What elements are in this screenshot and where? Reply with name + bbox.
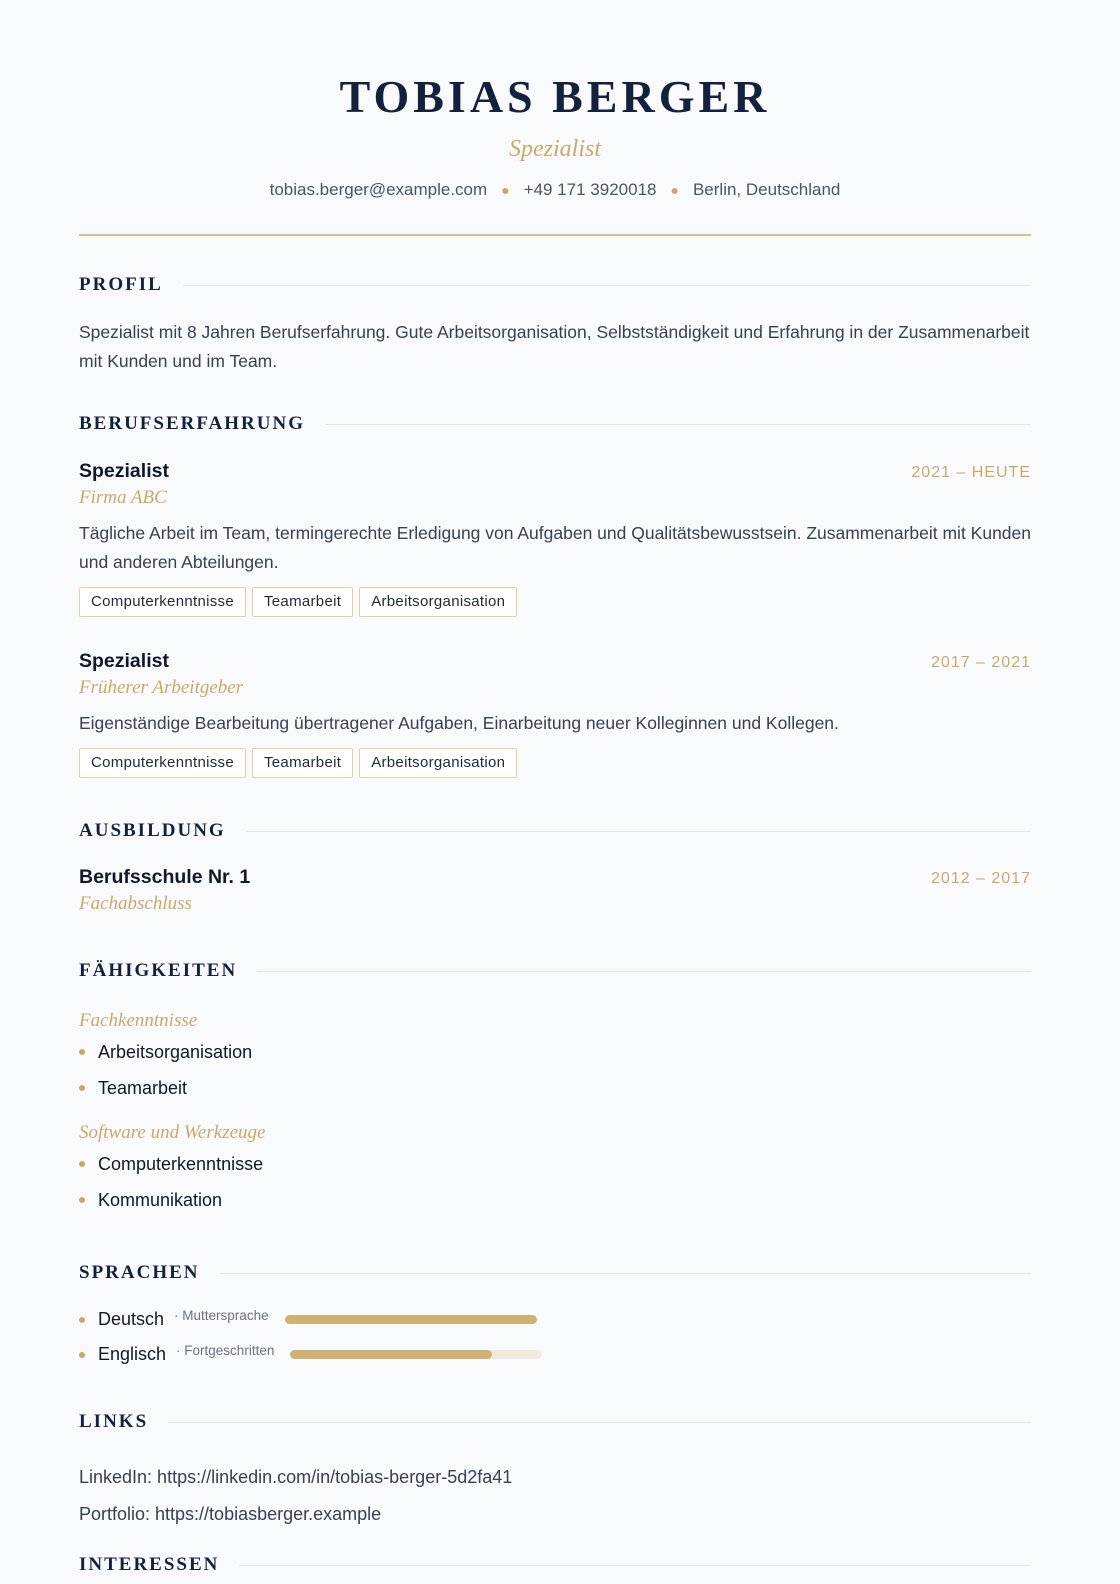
header-divider [79, 234, 1031, 236]
section-divider [246, 831, 1031, 832]
link-portfolio[interactable]: Portfolio: https://tobiasberger.example [79, 1504, 382, 1524]
skill-tag: Teamarbeit [252, 587, 353, 617]
separator-dot-icon: ● [670, 182, 679, 198]
interests-section [79, 1552, 1031, 1578]
resume-header [79, 70, 1031, 202]
language-item [79, 1337, 1031, 1372]
skill-tag: Computerkenntnisse [79, 748, 246, 778]
language-name: Deutsch [98, 1309, 165, 1329]
skill-item: Arbeitsorganisation [79, 1034, 1031, 1070]
languages-section [79, 1260, 1031, 1372]
section-title: PROFIL [79, 274, 163, 295]
skill-item: Teamarbeit [79, 1070, 1031, 1106]
section-divider [257, 971, 1031, 972]
language-level: · Muttersprache [174, 1308, 269, 1323]
section-divider [220, 1273, 1031, 1274]
bullet-icon [79, 1317, 85, 1323]
skill-group-title: Software und Werkzeuge [79, 1122, 266, 1143]
contact-line [79, 178, 1031, 202]
separator-dot-icon: ● [501, 182, 510, 198]
section-title: INTERESSEN [79, 1554, 220, 1575]
language-item [79, 1302, 1031, 1337]
bullet-icon [79, 1049, 85, 1055]
skill-tag: Teamarbeit [252, 748, 353, 778]
skill-item: Computerkenntnisse [79, 1146, 1031, 1182]
school-name: Berufsschule Nr. 1 [79, 866, 251, 888]
job-role: Spezialist [79, 650, 169, 672]
candidate-name: TOBIAS BERGER [339, 71, 771, 122]
job-company: Früherer Arbeitgeber [79, 677, 244, 698]
job-entry [79, 650, 1031, 778]
language-name: Englisch [98, 1344, 167, 1364]
skill-tag: Computerkenntnisse [79, 587, 246, 617]
link-linkedin[interactable]: LinkedIn: https://linkedin.com/in/tobias-berger-5d2fa41 [79, 1467, 513, 1487]
section-divider [325, 424, 1031, 425]
links-section [79, 1409, 1031, 1533]
bullet-icon [79, 1197, 85, 1203]
skill-tag: Arbeitsorganisation [359, 748, 517, 778]
experience-section [79, 411, 1031, 437]
section-title: BERUFSERFAHRUNG [79, 413, 305, 434]
proficiency-fill [285, 1315, 537, 1324]
job-date: 2017 – 2021 [931, 654, 1031, 671]
job-tags [79, 748, 1031, 778]
language-proficiency-bar [285, 1315, 537, 1324]
bullet-icon [79, 1085, 85, 1091]
job-tags [79, 587, 1031, 617]
bullet-icon [79, 1352, 85, 1358]
job-description: Eigenständige Bearbeitung übertragener Aufgaben, Einarbeitung neuer Kolleginnen und Kollegen. [79, 713, 839, 733]
education-date: 2012 – 2017 [931, 870, 1031, 887]
job-company: Firma ABC [79, 487, 167, 508]
skills-section [79, 958, 1031, 1218]
section-title: SPRACHEN [79, 1262, 200, 1283]
profile-text: Spezialist mit 8 Jahren Berufserfahrung. Gute Arbeitsorganisation, Selbstständigkeit und Erfahrung in der Zusammenarbeit mit Kunden und im Team. [79, 322, 1030, 371]
section-divider [183, 285, 1031, 286]
section-title: LINKS [79, 1411, 149, 1432]
skill-item: Kommunikation [79, 1182, 1031, 1218]
profile-section [79, 272, 1031, 376]
language-proficiency-bar [290, 1350, 542, 1359]
section-title: FÄHIGKEITEN [79, 960, 238, 981]
language-level: · Fortgeschritten [176, 1343, 275, 1358]
job-description: Tägliche Arbeit im Team, termingerechte Erledigung von Aufgaben und Qualitätsbewusstsein. Zusammenarbeit mit Kunden und anderen Abteilungen. [79, 523, 1032, 572]
bullet-icon [79, 1161, 85, 1167]
job-entry [79, 460, 1031, 617]
section-divider [239, 1565, 1031, 1566]
skill-group-title: Fachkenntnisse [79, 1010, 198, 1031]
candidate-headline: Spezialist [508, 136, 601, 162]
job-role: Spezialist [79, 460, 169, 482]
contact-location: Berlin, Deutschland [692, 180, 841, 199]
job-date: 2021 – HEUTE [911, 464, 1031, 481]
contact-email[interactable]: tobias.berger@example.com [269, 180, 488, 199]
degree: Fachabschluss [79, 893, 192, 914]
section-divider [168, 1422, 1031, 1423]
contact-phone[interactable]: +49 171 3920018 [523, 180, 657, 199]
skill-tag: Arbeitsorganisation [359, 587, 517, 617]
section-title: AUSBILDUNG [79, 820, 226, 841]
proficiency-fill [290, 1350, 492, 1359]
education-section [79, 818, 1031, 917]
